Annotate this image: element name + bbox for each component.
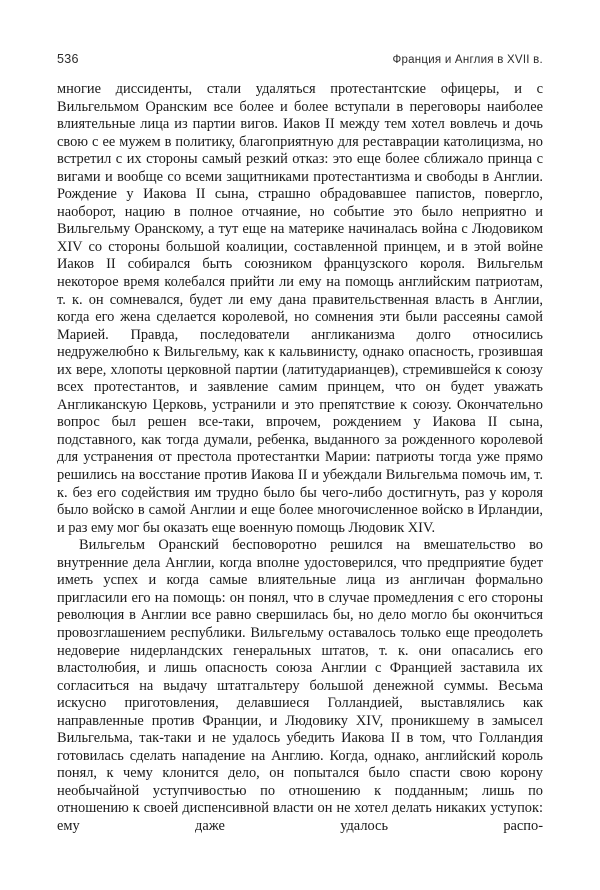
paragraph: Вильгельм Оранский бесповоротно решился на вмешательство во внутренние дела Англии, когда вполне удостоверился, что предприятие будет иметь успех и когда самые влиятельные лица из англичан формально пригласили его на помощь: он понял, что в случае промедления с его стороны революция в Англии все равно свершилась бы, но дело могло бы окончиться провозглашением республики. Вильгельму оставалось только еще преодолеть недоверие нидерландских генеральных штатов, т. к. они опасались его властолюбия, и лишь опасность союза Англии с Францией заставила их согласиться на выдачу штатгальтеру большой денежной суммы. Весьма искусно приготовления, делавшиеся Голландией, выставлялись как направленные против Франции, и Людовику XIV, проникшему в замысел Вильгельма, так-таки и не удалось убедить Иакова II в том, что Голландия готовилась сделать нападение на Англию. Когда, однако, английский король понял, к чему клонится дело, он попытался было спасти свою корону необычайной уступчивостью по отношению к подданным; лишь по отношению к своей диспенсивной власти он не хотел делать никаких уступок: ему даже удалось распо- bbox=[57, 537, 543, 834]
paragraph: многие диссиденты, стали удаляться протестантские офицеры, и с Вильгельмом Оранским все более и более вступали в переговоры наиболее влиятельные лица из партии вигов. Иаков II между тем хотел вовлечь и дочь свою с ее мужем в политику, благоприятную для реставрации католицизма, но встретил с их стороны самый резкий отказ: это еще более сближало принца с вигами и вообще со всеми защитниками протестантизма и свободы в Англии. Рождение у Иакова II сына, страшно обрадовавшее папистов, повергло, наоборот, нацию в полное отчаяние, но событие это было неприятно и Вильгельму Оранскому, а тут еще на материке начиналась война с Людовиком XIV со стороны большой коалиции, составленной принцем, и в этой войне Иаков II собирался быть союзником французского короля. Вильгельм некоторое время колебался прийти ли ему на помощь английским патриотам, т. к. он сомневался, будет ли ему дана правительственная власть в Англии, когда его жена сделается королевой, но сомнения эти были рассеяны самой Марией. Правда, последователи англиканизма долго относились недружелюбно к Вильгельму, как к кальвинисту, однако опасность, грозившая их вере, хлопоты церковной партии (латитударианцев), стремившейся к союзу всех протестантов, и заявление самим принцем, что он будет уважать Англиканскую Церковь, устранили и это препятствие к союзу. Окончательно вопрос был решен все-таки, впрочем, рождением у Иакова II сына, подставного, как тогда думали, ребенка, выданного за рожденного королевой для устранения от престола протестантки Марии: патриоты тогда уже прямо решились на восстание против Иакова II и убеждали Вильгельма помочь им, т. к. без его содействия им трудно было бы чего-либо достигнуть, раз у короля было войско в самой Англии и еще более многочисленное войско в Ирландии, и раз ему мог бы оказать еще военную помощь Людовик XIV. bbox=[57, 81, 543, 536]
running-head-title: Франция и Англия в XVII в. bbox=[392, 54, 543, 66]
running-head bbox=[57, 52, 543, 70]
page-number: 536 bbox=[57, 52, 79, 66]
text-block bbox=[57, 81, 543, 836]
